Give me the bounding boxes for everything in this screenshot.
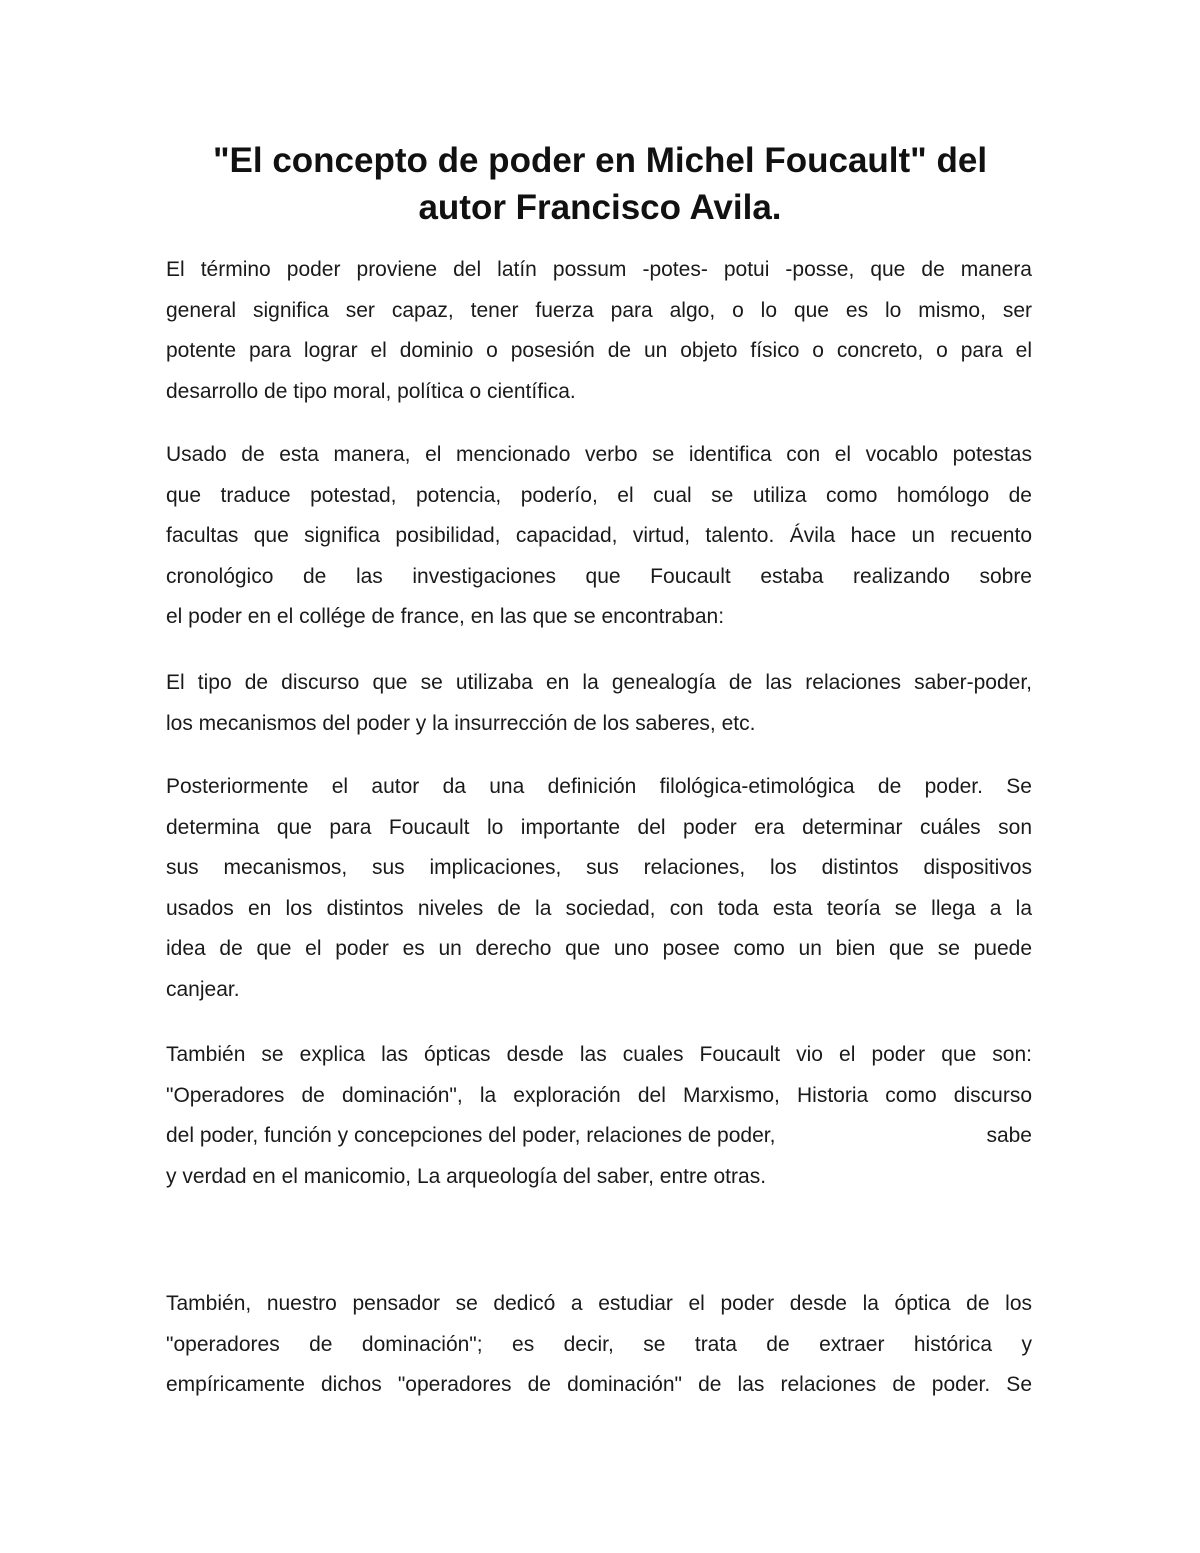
text-line: El tipo de discurso que se utilizaba en la genealogía de las relaciones saber-poder, <box>166 671 1032 694</box>
text-line: y verdad en el manicomio, La arqueología del saber, entre otras. <box>166 1164 767 1188</box>
text-line: Usado de esta manera, el mencionado verbo se identifica con el vocablo potestas <box>166 443 1032 466</box>
text-line: También se explica las ópticas desde las cuales Foucault vio el poder que son: <box>166 1043 1032 1066</box>
paragraph-opticas <box>166 1035 1032 1197</box>
text-line: facultas que significa posibilidad, capacidad, virtud, talento. Ávila hace un recuento <box>166 524 1032 548</box>
text-line: desarrollo de tipo moral, política o científica. <box>166 379 576 403</box>
title-line: "El concepto de poder en Michel Foucault" del <box>212 141 988 180</box>
text-line: usados en los distintos niveles de la sociedad, con toda esta teoría se llega a la <box>166 896 1032 920</box>
text-line: El término poder proviene del latín possum -potes- potui -posse, que de manera <box>166 258 1032 281</box>
text-line-right-word: sabe <box>986 1124 1032 1148</box>
text-line-left: del poder, función y concepciones del poder, relaciones de poder, <box>166 1124 776 1148</box>
title-line: autor Francisco Avila. <box>418 188 782 227</box>
text-line: los mecanismos del poder y la insurrección de los saberes, etc. <box>166 711 756 735</box>
text-line: cronológico de las investigaciones que Foucault estaba realizando sobre <box>166 564 1032 588</box>
text-line: el poder en el collége de france, en las que se encontraban: <box>166 605 725 629</box>
text-line: "Operadores de dominación", la exploración del Marxismo, Historia como discurso <box>166 1083 1032 1107</box>
paragraph-usado-de-esta-manera <box>166 435 1032 638</box>
text-line: sus mecanismos, sus implicaciones, sus relaciones, los distintos dispositivos <box>166 856 1032 880</box>
text-line: Posteriormente el autor da una definición filológica-etimológica de poder. Se <box>166 775 1032 798</box>
paragraph-termino-poder <box>166 250 1032 412</box>
text-line: idea de que el poder es un derecho que uno posee como un bien que se puede <box>166 937 1032 961</box>
text-line-with-gap <box>166 1116 1032 1157</box>
text-line: determina que para Foucault lo importante del poder era determinar cuáles son <box>166 815 1032 839</box>
document-title <box>140 137 1060 231</box>
text-line: general significa ser capaz, tener fuerza para algo, o lo que es lo mismo, ser <box>166 298 1032 322</box>
text-line: También, nuestro pensador se dedicó a estudiar el poder desde la óptica de los <box>166 1292 1032 1315</box>
paragraph-tipo-de-discurso <box>166 663 1032 744</box>
paragraph-posteriormente <box>166 767 1032 1011</box>
text-line: que traduce potestad, potencia, poderío, el cual se utiliza como homólogo de <box>166 483 1032 507</box>
text-line: canjear. <box>166 977 240 1001</box>
text-line: empíricamente dichos "operadores de dominación" de las relaciones de poder. Se <box>166 1373 1032 1397</box>
paragraph-nuestro-pensador <box>166 1284 1032 1406</box>
text-line: "operadores de dominación"; es decir, se trata de extraer histórica y <box>166 1332 1032 1356</box>
text-line: potente para lograr el dominio o posesión de un objeto físico o concreto, o para el <box>166 339 1032 363</box>
